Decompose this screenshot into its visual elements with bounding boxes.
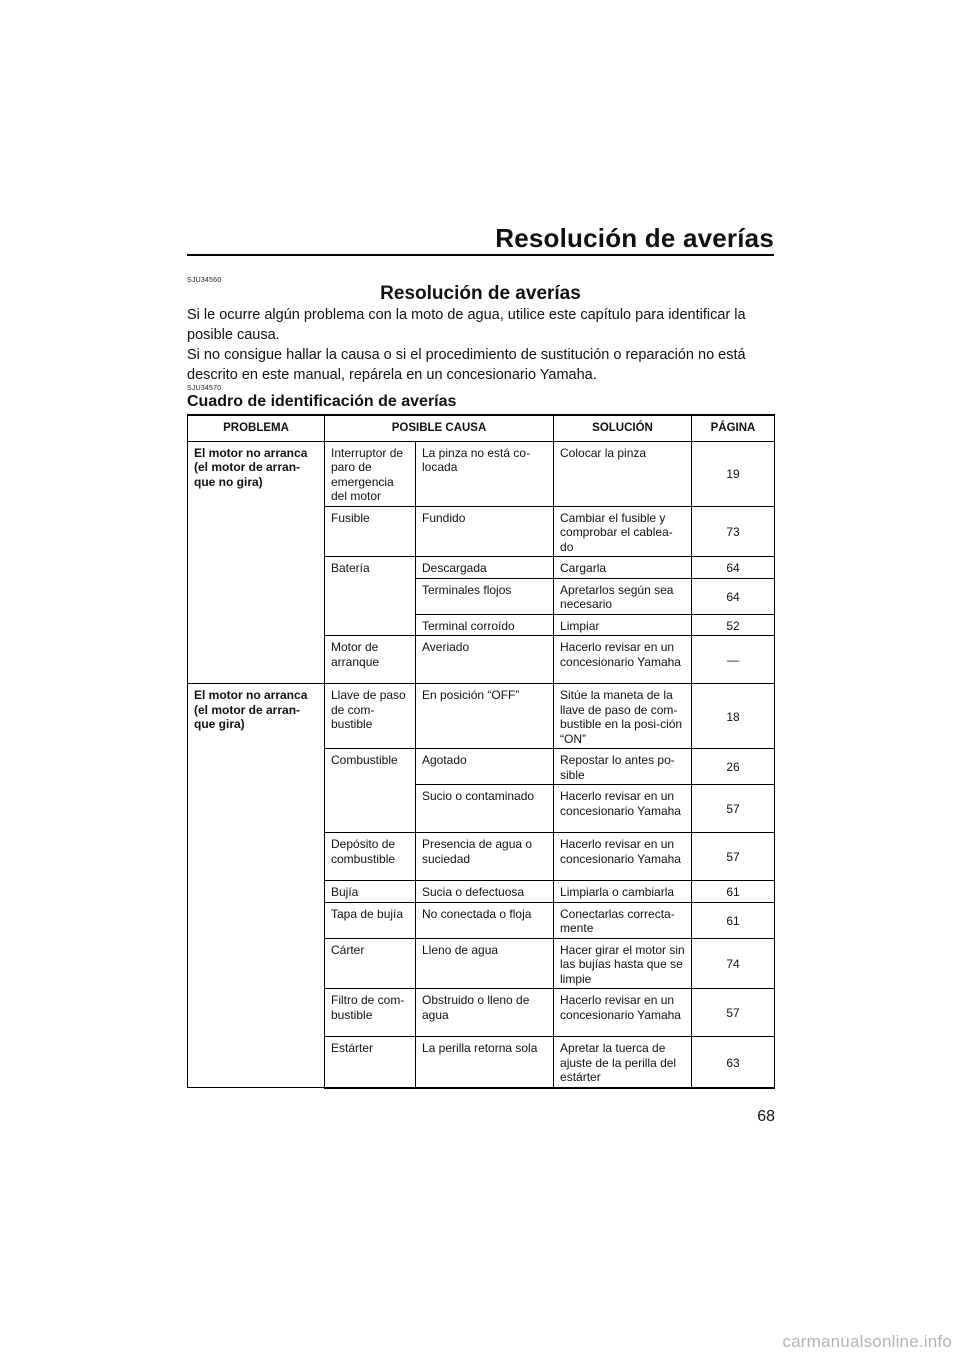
- solution-cell: Colocar la pinza: [554, 441, 692, 506]
- detail-cell: Sucio o contaminado: [416, 785, 554, 833]
- troubleshooting-table: [187, 414, 775, 1089]
- page-cell: 57: [692, 833, 775, 881]
- problem-cell: El motor no arranca (el motor de arran-que gira): [188, 684, 325, 1088]
- table-row: [188, 441, 775, 506]
- page-cell: 61: [692, 902, 775, 938]
- detail-cell: Terminal corroído: [416, 614, 554, 636]
- solution-cell: Sitúe la maneta de la llave de paso de com-bustible en la posi-ción “ON”: [554, 684, 692, 749]
- cause-cell: Depósito de combustible: [325, 833, 416, 881]
- page-cell: 18: [692, 684, 775, 749]
- detail-cell: Presencia de agua o suciedad: [416, 833, 554, 881]
- detail-cell: Lleno de agua: [416, 938, 554, 989]
- detail-cell: La pinza no está co-locada: [416, 441, 554, 506]
- solution-cell: Apretar la tuerca de ajuste de la perilla del estárter: [554, 1037, 692, 1088]
- page-cell: 63: [692, 1037, 775, 1088]
- detail-cell: Averiado: [416, 636, 554, 684]
- detail-cell: Descargada: [416, 557, 554, 579]
- cause-cell: Filtro de com-bustible: [325, 989, 416, 1037]
- solution-cell: Hacerlo revisar en un concesionario Yamaha: [554, 833, 692, 881]
- header-solution: SOLUCIÓN: [554, 415, 692, 441]
- solution-cell: Apretarlos según sea necesario: [554, 578, 692, 614]
- cause-cell: Interruptor de paro de emergencia del motor: [325, 441, 416, 506]
- solution-cell: Conectarlas correcta-mente: [554, 902, 692, 938]
- detail-cell: Sucia o defectuosa: [416, 881, 554, 903]
- solution-cell: Hacerlo revisar en un concesionario Yamaha: [554, 989, 692, 1037]
- page-cell: 73: [692, 506, 775, 557]
- cause-cell: Motor de arranque: [325, 636, 416, 684]
- solution-cell: Cambiar el fusible y comprobar el cablea-do: [554, 506, 692, 557]
- detail-cell: En posición “OFF”: [416, 684, 554, 749]
- detail-cell: La perilla retorna sola: [416, 1037, 554, 1088]
- page-header-title: Resolución de averías: [495, 223, 774, 253]
- table-row: [188, 684, 775, 749]
- intro-paragraph-2: Si no consigue hallar la causa o si el procedimiento de sustitución o reparación no está descrito en este manual, repárela en un concesionario Yamaha.: [187, 347, 746, 383]
- header-page: PÁGINA: [692, 415, 775, 441]
- detail-cell: Agotado: [416, 749, 554, 785]
- solution-cell: Cargarla: [554, 557, 692, 579]
- page-cell: —: [692, 636, 775, 684]
- cause-cell: Batería: [325, 557, 416, 636]
- header-possible-cause: POSIBLE CAUSA: [325, 415, 554, 441]
- cause-cell: Bujía: [325, 881, 416, 903]
- subsection-title: Cuadro de identificación de averías: [187, 393, 457, 410]
- page-cell: 57: [692, 989, 775, 1037]
- section-title: Resolución de averías: [380, 283, 581, 304]
- page-cell: 61: [692, 881, 775, 903]
- table-header-row: [188, 415, 775, 441]
- solution-cell: Hacer girar el motor sin las bujías hasta que se limpie: [554, 938, 692, 989]
- solution-cell: Hacerlo revisar en un concesionario Yamaha: [554, 785, 692, 833]
- page-number: 68: [757, 1108, 775, 1125]
- cause-cell: Fusible: [325, 506, 416, 557]
- section-code: SJU34560: [187, 277, 222, 284]
- detail-cell: Fundido: [416, 506, 554, 557]
- detail-cell: No conectada o floja: [416, 902, 554, 938]
- cause-cell: Cárter: [325, 938, 416, 989]
- page-cell: 64: [692, 578, 775, 614]
- solution-cell: Hacerlo revisar en un concesionario Yamaha: [554, 636, 692, 684]
- detail-cell: Obstruido o lleno de agua: [416, 989, 554, 1037]
- cause-cell: Tapa de bujía: [325, 902, 416, 938]
- cause-cell: Llave de paso de com-bustible: [325, 684, 416, 749]
- detail-cell: Terminales flojos: [416, 578, 554, 614]
- page-cell: 19: [692, 441, 775, 506]
- page-cell: 74: [692, 938, 775, 989]
- page-header: [187, 222, 774, 256]
- page-cell: 26: [692, 749, 775, 785]
- page-cell: 64: [692, 557, 775, 579]
- solution-cell: Limpiar: [554, 614, 692, 636]
- intro-paragraph-1: Si le ocurre algún problema con la moto de agua, utilice este capítulo para identificar la posible causa.: [187, 307, 746, 343]
- solution-cell: Repostar lo antes po-sible: [554, 749, 692, 785]
- header-problem: PROBLEMA: [188, 415, 325, 441]
- watermark: carmanualsonline.info: [782, 1332, 952, 1351]
- problem-cell: El motor no arranca (el motor de arran-que no gira): [188, 441, 325, 684]
- cause-cell: Combustible: [325, 749, 416, 833]
- page-cell: 52: [692, 614, 775, 636]
- solution-cell: Limpiarla o cambiarla: [554, 881, 692, 903]
- cause-cell: Estárter: [325, 1037, 416, 1088]
- subsection-code: SJU34570: [187, 385, 222, 392]
- page-cell: 57: [692, 785, 775, 833]
